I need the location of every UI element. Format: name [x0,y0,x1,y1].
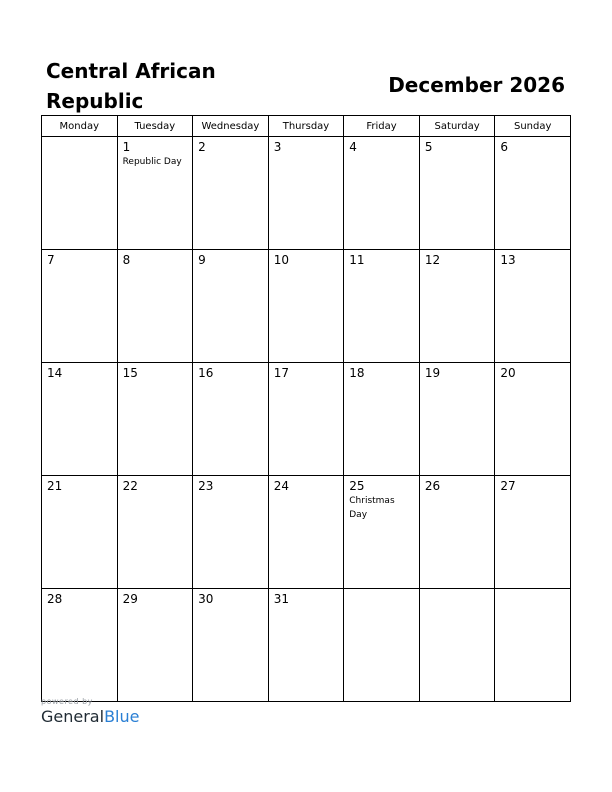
holiday-label: Christmas Day [349,496,395,520]
day-number: 8 [122,253,131,267]
day-number: 7 [47,253,55,267]
day-number: 4 [349,140,357,154]
day-cell [344,589,420,702]
day-cell [495,137,571,250]
weekday-header: Wednesday [193,116,269,137]
day-number: 22 [122,479,138,493]
weekday-header-row [42,116,571,137]
week-row [42,589,571,702]
day-cell [495,589,571,702]
day-number: 25 [349,479,365,493]
day-cell [42,363,118,476]
day-cell [117,363,193,476]
day-number: 16 [198,366,214,380]
weekday-header: Tuesday [117,116,193,137]
day-number: 11 [349,253,365,267]
powered-by-label: powered by [41,697,93,706]
day-number: 9 [198,253,206,267]
day-cell [344,250,420,363]
weekday-header: Friday [344,116,420,137]
day-number: 5 [424,140,433,154]
day-cell [268,363,344,476]
day-number: 17 [273,366,289,380]
day-cell [268,476,344,589]
day-number: 26 [424,479,441,493]
day-cell [193,363,269,476]
week-row [42,363,571,476]
day-cell [268,589,344,702]
day-number: 24 [273,479,289,493]
day-cell [495,363,571,476]
day-number: 18 [349,366,365,380]
day-cell [419,363,495,476]
brand-part-general: General [41,707,105,726]
day-cell [419,137,495,250]
day-cell [117,137,193,250]
day-cell [193,137,269,250]
day-number: 31 [273,592,289,606]
weekday-header: Monday [42,116,118,137]
day-number: 2 [198,140,206,154]
day-cell [117,589,193,702]
generalblue-logo[interactable] [41,707,139,727]
day-cell [42,476,118,589]
day-number: 14 [47,366,63,380]
week-row [42,476,571,589]
day-cell [268,250,344,363]
day-number: 12 [424,253,441,267]
day-cell [42,137,118,250]
day-number: 28 [47,592,63,606]
day-number: 1 [122,140,131,154]
day-number: 10 [273,253,289,267]
day-number: 6 [500,140,509,154]
weekday-header: Sunday [495,116,571,137]
day-number: 13 [500,253,516,267]
day-cell [495,250,571,363]
brand-part-blue: Blue [104,707,140,726]
day-number: 15 [122,366,138,380]
day-cell [42,250,118,363]
day-number: 20 [500,366,516,380]
holiday-label: Republic Day [122,157,182,167]
week-row [42,250,571,363]
day-cell [193,589,269,702]
day-number: 30 [198,592,214,606]
day-cell [193,476,269,589]
day-cell [117,250,193,363]
day-cell [344,137,420,250]
day-number: 27 [500,479,516,493]
day-cell [419,476,495,589]
day-cell [193,250,269,363]
day-number: 29 [122,592,138,606]
calendar-grid [41,115,571,702]
country-title: Central African Republic [46,59,216,113]
day-cell [42,589,118,702]
generalblue-branding[interactable] [41,696,139,727]
day-number: 21 [47,479,63,493]
day-number: 19 [424,366,441,380]
week-row [42,137,571,250]
month-year-title: December 2026 [388,73,565,97]
weekday-header: Saturday [419,116,495,137]
day-number: 23 [198,479,214,493]
day-cell [419,250,495,363]
day-cell [419,589,495,702]
day-cell [344,363,420,476]
day-number: 3 [273,140,282,154]
day-cell [495,476,571,589]
day-cell [268,137,344,250]
day-cell [344,476,420,589]
day-cell [117,476,193,589]
weekday-header: Thursday [268,116,344,137]
